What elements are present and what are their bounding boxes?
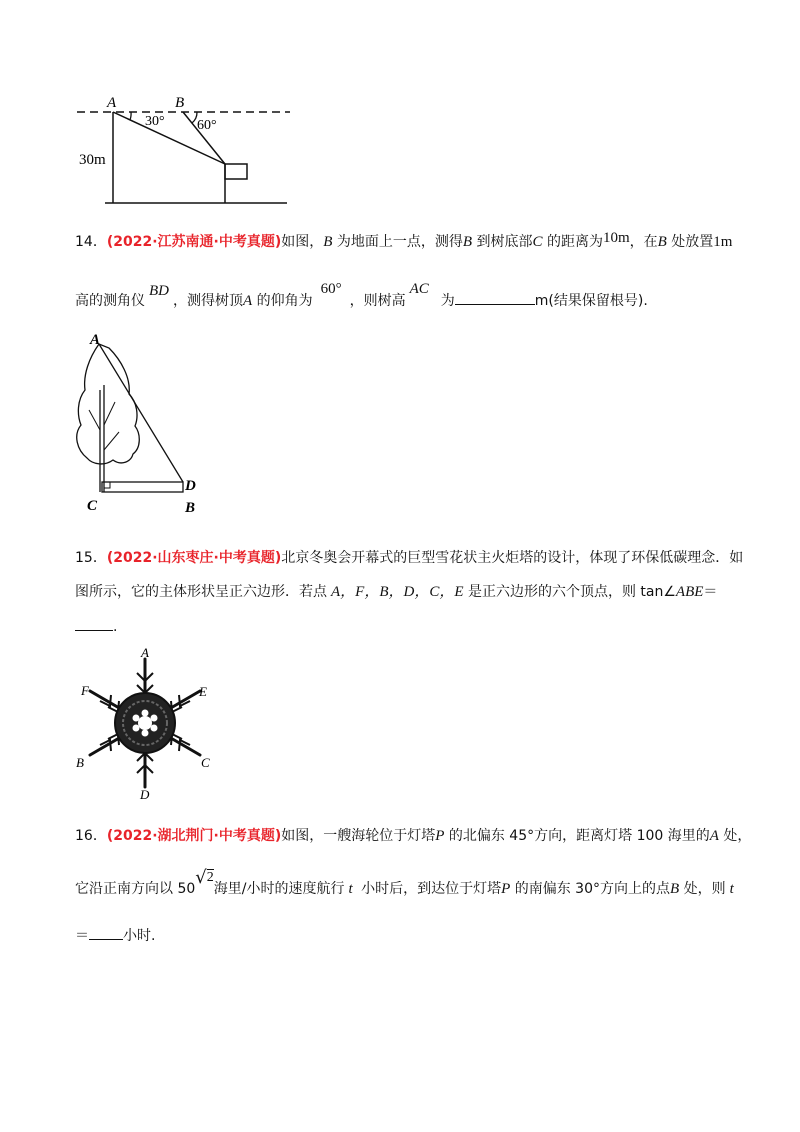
answer-blank[interactable] <box>89 925 123 940</box>
ground-bar <box>102 482 183 492</box>
question-source: (2022·湖北荆门·中考真题) <box>106 828 282 844</box>
label-c: C <box>87 498 98 514</box>
figure-q15-snowflake <box>75 643 215 803</box>
label-d: D <box>140 787 150 802</box>
answer-blank[interactable] <box>75 616 113 631</box>
label-f: F <box>81 683 89 698</box>
q14-line2: 高的测角仪BD，测得树顶A 的仰角为60°，则树高AC为 m(结果保留根号). <box>75 281 648 309</box>
q15-line3: . <box>75 616 117 637</box>
q15-line1: 15．(2022·山东枣庄·中考真题)北京冬奥会开幕式的巨型雪花状主火炬塔的设计，体现了环保低碳理念．如 <box>75 550 744 566</box>
question-number: 15． <box>75 550 107 566</box>
label-b: B <box>185 500 196 515</box>
angle-a-label: 30° <box>145 114 165 129</box>
q14-line1: 14．(2022·江苏南通·中考真题)如图，B 为地面上一点，测得B 到树底部C 的距离为10m，在B 处放置1m <box>75 230 733 250</box>
q16-line3: ＝ 小时. <box>75 925 155 946</box>
question-number: 14． <box>75 234 107 250</box>
question-source: (2022·山东枣庄·中考真题) <box>106 550 282 566</box>
label-a: A <box>90 332 101 348</box>
right-angle-mark <box>104 482 110 488</box>
label-a: A <box>141 645 149 660</box>
q15-line2: 图所示，它的主体形状呈正六边形．若点 A，F，B，D，C，E 是正六边形的六个顶点，则 tan∠ABE＝ <box>75 584 718 600</box>
angle-arc-a <box>130 112 131 120</box>
label-a: A <box>107 95 117 111</box>
figure-q13 <box>75 92 295 207</box>
height-label: 30m <box>79 152 106 168</box>
label-b: B <box>175 95 185 111</box>
label-e: E <box>199 684 207 699</box>
label-d: D <box>185 478 196 494</box>
question-source: (2022·江苏南通·中考真题) <box>106 234 282 250</box>
label-b: B <box>76 755 84 770</box>
answer-blank[interactable] <box>455 290 535 305</box>
q16-line2: 它沿正南方向以 50√2海里/小时的速度航行 t 小时后，到达位于灯塔P 的南偏东 30°方向上的点B 处，则 t <box>75 867 734 897</box>
q16-line1: 16．(2022·湖北荆门·中考真题)如图，一艘海轮位于灯塔P 的北偏东 45°方向，距离灯塔 100 海里的A 处， <box>75 828 752 844</box>
label-c: C <box>201 755 210 770</box>
question-number: 16． <box>75 828 107 844</box>
sqrt-symbol: √ <box>195 867 207 888</box>
angle-b-label: 60° <box>197 118 217 133</box>
figure-q14-tree <box>75 330 215 515</box>
object-box <box>225 164 247 179</box>
